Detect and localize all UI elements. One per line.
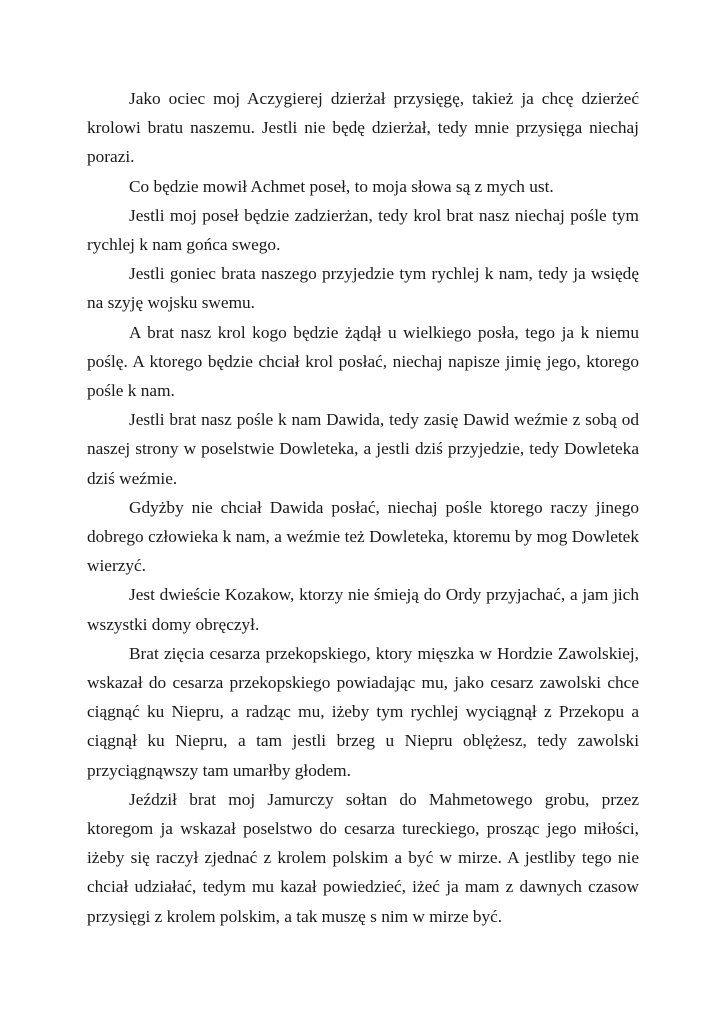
paragraph-9: Brat zięcia cesarza przekopskiego, ktory mięszka w Hordzie Zawolskiej, wskazał do cesarza przekopskiego powiadając mu, jako cesarz zawolski chce ciągnąć ku Niepru, a radząc mu, iżeby tym rychlej wyciągnął z Przekopu a ciągnął ku Niepru, a tam jestli brzeg u Niepru oblężesz, tedy zawolski przyciągnąwszy tam umarłby głodem. bbox=[87, 643, 639, 780]
paragraph-7: Gdyżby nie chciał Dawida posłać, niechaj pośle ktorego raczy jinego dobrego człowieka k nam, a weźmie też Dowleteka, ktoremu by mog Dowletek wierzyć. bbox=[87, 497, 639, 576]
paragraph-10: Jeździł brat moj Jamurczy sołtan do Mahmetowego grobu, przez ktoregom ja wskazał poselstwo do cesarza tureckiego, prosząc jego miłości, iżeby się raczył zjednać z krolem polskim a być w mirze. A jestliby tego nie chciał udziałać, tedym mu kazał powiedzieć, iżeć ja mam z dawnych czasow przysięgi z krolem polskim, a tak muszę s nim w mirze być. bbox=[87, 789, 639, 926]
paragraph-4: Jestli goniec brata naszego przyjedzie tym rychlej k nam, tedy ja wsiędę na szyję wojsku swemu. bbox=[87, 264, 639, 313]
paragraph-1: Jako ociec moj Aczygierej dzierżał przysięgę, takież ja chcę dzierżeć krolowi bratu naszemu. Jestli nie będę dzierżał, tedy mnie przysięga niechaj porazi. bbox=[87, 89, 639, 167]
paragraph-6: Jestli brat nasz pośle k nam Dawida, tedy zasię Dawid weźmie z sobą od naszej strony w poselstwie Dowleteka, a jestli dziś przyjedzie, tedy Dowleteka dziś weźmie. bbox=[87, 410, 639, 488]
paragraph-5: A brat nasz krol kogo będzie żądął u wielkiego posła, tego ja k niemu poślę. A ktorego będzie chciał krol posłać, niechaj napisze jimię jego, ktorego pośle k nam. bbox=[87, 322, 639, 401]
paragraph-8: Jest dwieście Kozakow, ktorzy nie śmieją do Ordy przyjachać, a jam jich wszystki domy obręczył. bbox=[87, 585, 639, 634]
paragraph-2: Co będzie mowił Achmet poseł, to moja słowa są z mych ust. bbox=[129, 176, 554, 196]
paragraph-3: Jestli moj poseł będzie zadzierżan, tedy krol brat nasz niechaj pośle tym rychlej k nam gońca swego. bbox=[87, 205, 639, 255]
document-page bbox=[87, 84, 639, 931]
